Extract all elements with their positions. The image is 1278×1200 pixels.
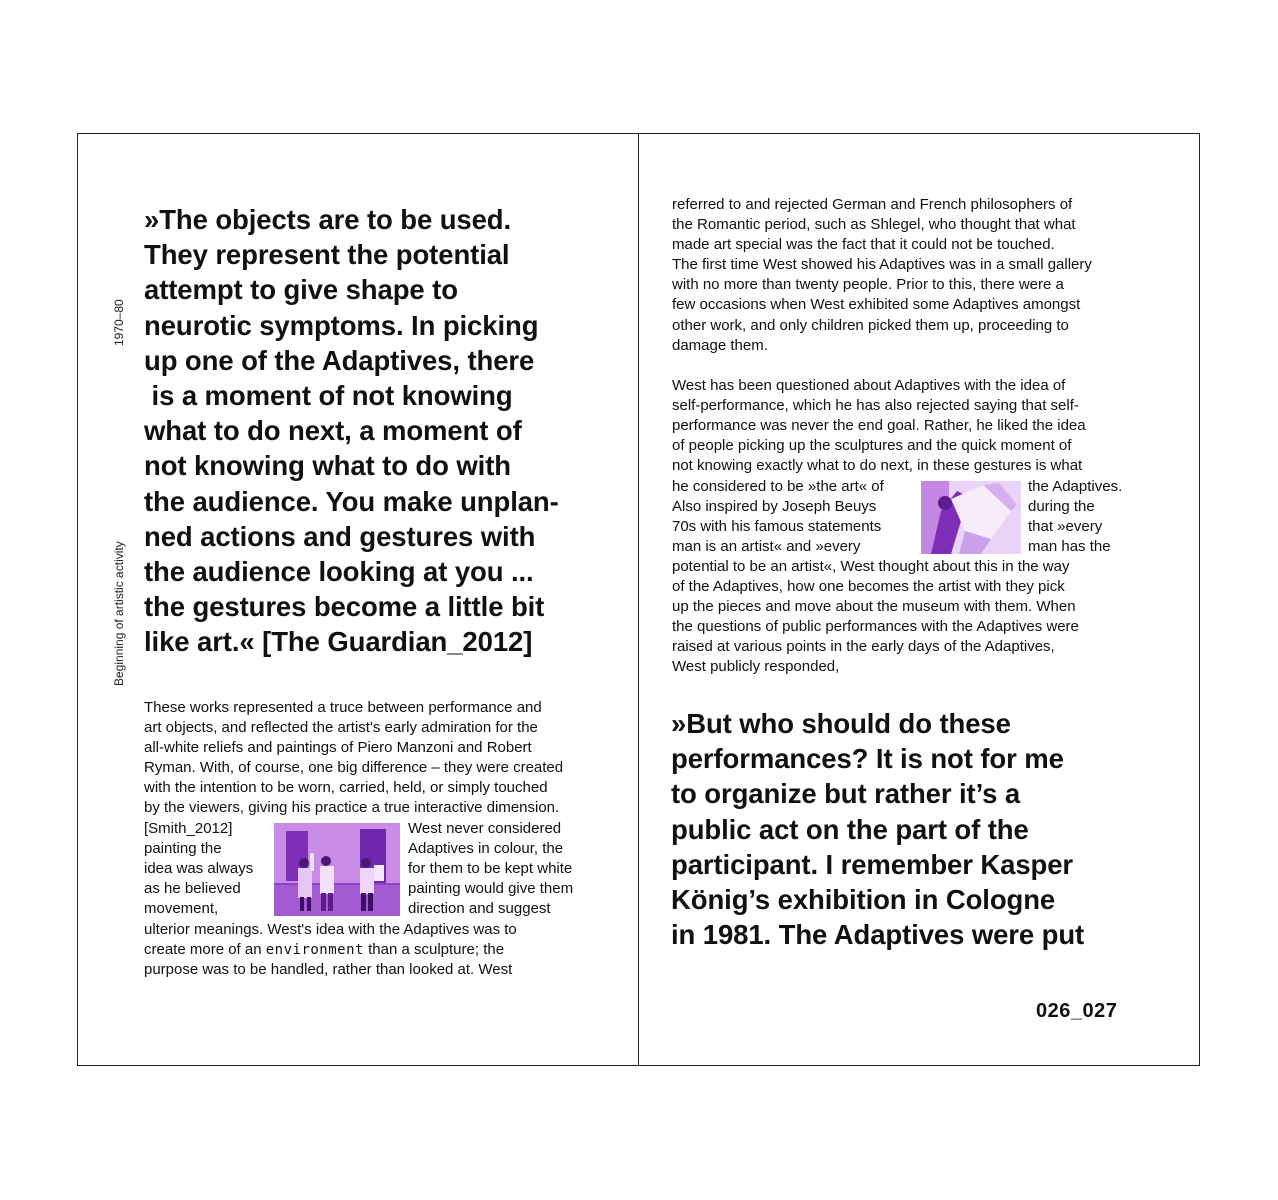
margin-years: 1970–80: [112, 299, 126, 346]
left-wrap-left-column: [144, 819, 253, 919]
body-line: during the: [1028, 498, 1095, 516]
body-text: create more of an: [144, 941, 266, 959]
quote-line: to organize but rather it’s a: [671, 778, 1021, 810]
body-line: of people picking up the sculptures and the quick moment of: [672, 437, 1072, 455]
body-line: West publicly responded,: [672, 658, 840, 676]
quote-line: König’s exhibition in Cologne: [671, 884, 1056, 916]
body-line: the questions of public performances with the Adaptives were: [672, 618, 1079, 636]
margin-section-title: Beginning of artistic activity: [112, 541, 126, 686]
gallery-photo-image: [274, 823, 400, 916]
figure-photo-image: [921, 481, 1021, 554]
body-line: man is an artist« and »every: [672, 538, 861, 556]
body-line: painting would give them: [408, 880, 574, 898]
left-wrap-right-column: [408, 819, 573, 919]
body-line: idea was always: [144, 860, 254, 878]
figure-with-object-photo: [921, 481, 1021, 554]
body-line: man has the: [1028, 538, 1111, 556]
right-paragraph-2-top: [672, 376, 1086, 476]
body-line: painting the: [144, 840, 222, 858]
body-text: than a sculpture; the: [363, 941, 505, 959]
body-line: Adaptives in colour, the: [408, 840, 564, 858]
emphasis-mono-word: environment: [265, 942, 364, 959]
right-pull-quote: [671, 706, 1084, 952]
gallery-performance-photo: [274, 823, 400, 916]
body-line: by the viewers, giving his practice a true interactive dimension.: [144, 799, 560, 817]
body-line: the Adaptives.: [1028, 478, 1123, 495]
body-line: the Romantic period, such as Shlegel, who thought that what: [672, 216, 1076, 234]
quote-line: participant. I remember Kasper: [671, 848, 1074, 880]
quote-line: »But who should do these: [671, 708, 1011, 739]
quote-line: in 1981. The Adaptives were put: [671, 919, 1085, 951]
body-line: Ryman. With, of course, one big difference – they were created: [144, 759, 564, 777]
left-pull-quote: [144, 202, 559, 660]
body-line: direction and suggest: [408, 900, 551, 918]
body-line: [144, 940, 517, 960]
quote-line: like art.« [The Guardian_2012]: [144, 626, 533, 658]
body-line: ulterior meanings. West's idea with the Adaptives was to: [144, 921, 517, 938]
body-line: art objects, and reflected the artist's early admiration for the: [144, 719, 538, 737]
body-line: not knowing exactly what to do next, in these gestures is what: [672, 457, 1083, 475]
body-line: as he believed: [144, 880, 241, 898]
body-line: Also inspired by Joseph Beuys: [672, 498, 877, 516]
body-line: The first time West showed his Adaptives was in a small gallery: [672, 256, 1092, 274]
right-paragraph-2-bottom: [672, 557, 1079, 678]
body-line: with no more than twenty people. Prior to this, there were a: [672, 276, 1064, 294]
body-line: movement,: [144, 900, 219, 918]
right-wrap-left-column: [672, 477, 884, 557]
body-line: few occasions when West exhibited some Adaptives amongst: [672, 296, 1081, 314]
body-line: [Smith_2012]: [144, 820, 233, 837]
body-line: all-white reliefs and paintings of Piero Manzoni and Robert: [144, 739, 532, 757]
body-line: performance was never the end goal. Rather, he liked the idea: [672, 417, 1086, 435]
quote-line: the audience. You make unplan-: [144, 485, 559, 517]
quote-line: neurotic symptoms. In picking: [144, 309, 539, 341]
right-paragraph-1: [672, 195, 1092, 356]
body-line: other work, and only children picked them up, proceeding to: [672, 316, 1069, 334]
quote-line: not knowing what to do with: [144, 450, 511, 482]
body-line: with the intention to be worn, carried, held, or simply touched: [144, 779, 548, 797]
body-line: raised at various points in the early days of the Adaptives,: [672, 638, 1055, 656]
body-line: referred to and rejected German and French philosophers of: [672, 196, 1073, 213]
quote-line: They represent the potential: [144, 239, 510, 271]
quote-line: »The objects are to be used.: [144, 204, 512, 235]
body-line: he considered to be »the art« of: [672, 478, 884, 495]
quote-line: attempt to give shape to: [144, 274, 458, 306]
body-line: damage them.: [672, 336, 768, 354]
quote-line: the audience looking at you ...: [144, 556, 534, 588]
left-body-top: [144, 698, 563, 819]
body-line: West never considered: [408, 820, 562, 837]
body-line: up the pieces and move about the museum with them. When: [672, 598, 1076, 616]
page-gutter: [638, 133, 639, 1066]
body-line: that »every: [1028, 518, 1103, 536]
body-line: These works represented a truce between performance and: [144, 699, 542, 716]
quote-line: ned actions and gestures with: [144, 520, 536, 552]
quote-line: the gestures become a little bit: [144, 591, 545, 623]
quote-line: up one of the Adaptives, there: [144, 344, 535, 376]
body-line: potential to be an artist«, West thought about this in the way: [672, 558, 1070, 575]
body-line: self-performance, which he has also rejected saying that self-: [672, 397, 1079, 415]
body-line: made art special was the fact that it could not be touched.: [672, 236, 1055, 254]
quote-line: what to do next, a moment of: [144, 415, 522, 447]
body-line: for them to be kept white: [408, 860, 573, 878]
body-line: of the Adaptives, how one becomes the artist with they pick: [672, 578, 1065, 596]
body-line: purpose was to be handled, rather than looked at. West: [144, 961, 513, 979]
quote-line: is a moment of not knowing: [144, 380, 513, 412]
right-wrap-right-column: [1028, 477, 1122, 557]
left-body-bottom: [144, 920, 517, 980]
quote-line: public act on the part of the: [671, 813, 1029, 845]
quote-line: performances? It is not for me: [671, 743, 1064, 775]
page-number: 026_027: [1036, 1000, 1118, 1022]
body-line: West has been questioned about Adaptives with the idea of: [672, 377, 1066, 394]
body-line: 70s with his famous statements: [672, 518, 882, 536]
